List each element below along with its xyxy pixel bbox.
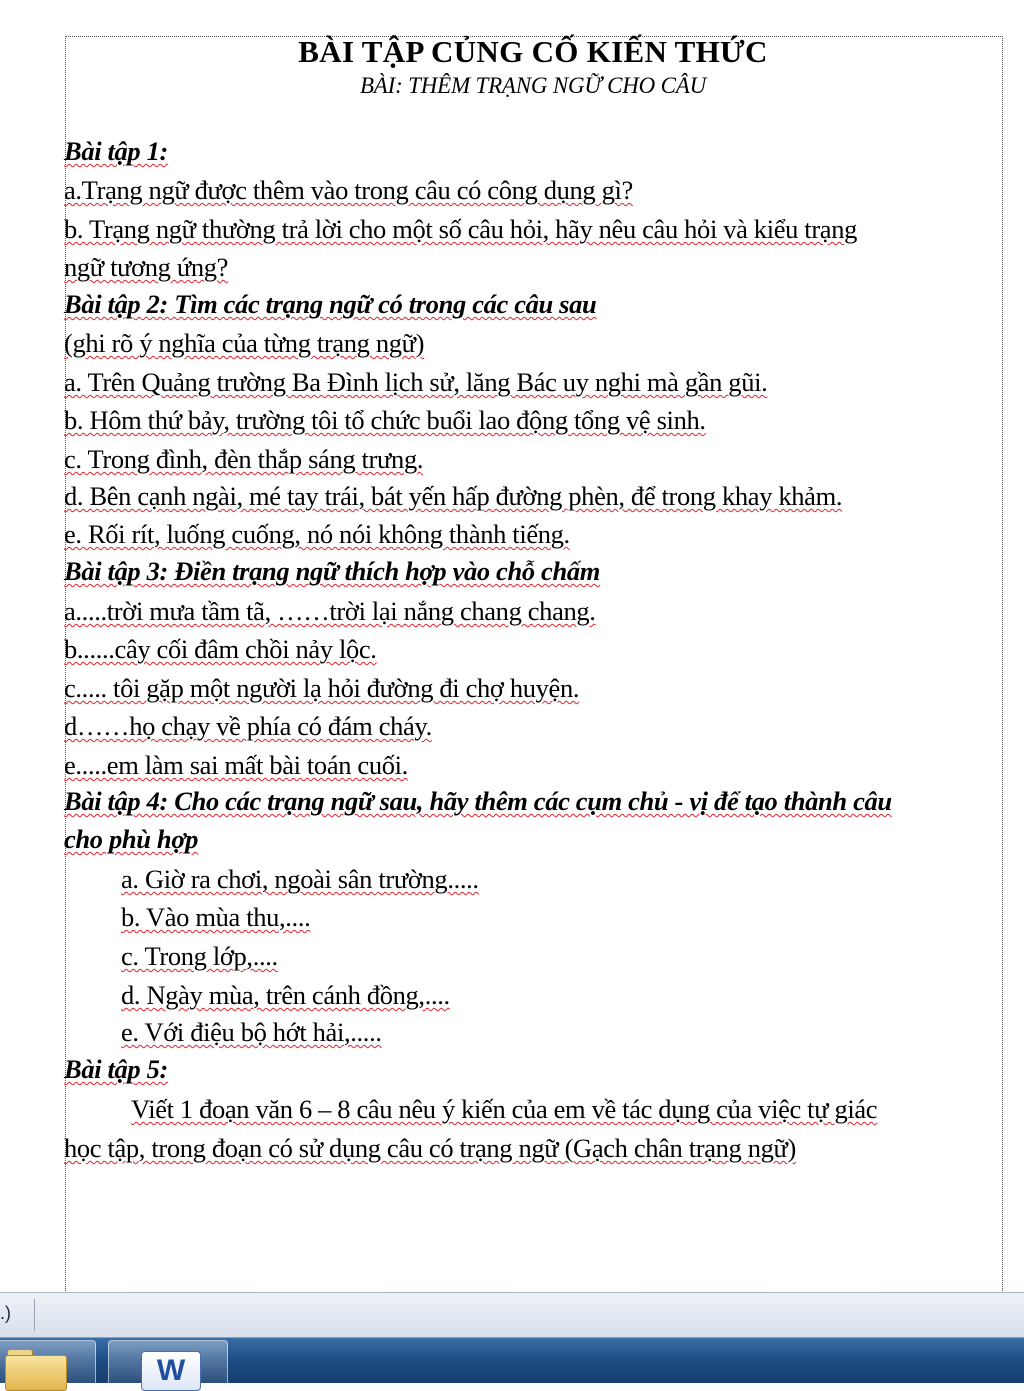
exercise-3-line: e.....em làm sai mất bài toán cuối. bbox=[64, 750, 408, 780]
exercise-4-heading: Bài tập 4: Cho các trạng ngữ sau, hãy thêm các cụm chủ - vị để tạo thành câu bbox=[64, 786, 892, 816]
status-separator bbox=[34, 1299, 35, 1331]
exercise-2-line: c. Trong đình, đèn thắp sáng trưng. bbox=[64, 444, 424, 474]
exercise-2-line: d. Bên cạnh ngài, mé tay trái, bát yến hấp đường phèn, để trong khay khảm. bbox=[64, 481, 843, 511]
taskbar-explorer-button[interactable] bbox=[0, 1340, 96, 1386]
exercise-3-line: a.....trời mưa tầm tã, ……trời lại nắng chang chang. bbox=[64, 596, 596, 626]
taskbar-word-button[interactable] bbox=[108, 1340, 228, 1386]
exercise-1-line: b. Trạng ngữ thường trả lời cho một số câu hỏi, hãy nêu câu hỏi và kiểu trạng bbox=[64, 214, 858, 244]
exercise-2-heading: Bài tập 2: Tìm các trạng ngữ có trong các câu sau bbox=[64, 289, 597, 319]
exercise-3-line: d……họ chạy về phía có đám cháy. bbox=[64, 711, 432, 741]
exercise-4-item: c. Trong lớp,.... bbox=[121, 941, 278, 971]
exercise-1-line: ngữ tương ứng? bbox=[64, 252, 229, 282]
exercise-5-heading: Bài tập 5: bbox=[64, 1054, 168, 1084]
exercise-4-item: a. Giờ ra chơi, ngoài sân trường..... bbox=[121, 864, 479, 894]
exercise-2-line: e. Rối rít, luống cuống, nó nói không thành tiếng. bbox=[64, 519, 570, 549]
taskbar bbox=[0, 1337, 1024, 1387]
exercise-2-line: a. Trên Quảng trường Ba Đình lịch sử, lăng Bác uy nghi mà gần gũi. bbox=[64, 367, 768, 397]
exercise-5-line: Viết 1 đoạn văn 6 – 8 câu nêu ý kiến của em về tác dụng của việc tự giác bbox=[131, 1094, 878, 1124]
status-bar bbox=[0, 1292, 1024, 1338]
exercise-4-heading-cont: cho phù hợp bbox=[64, 824, 199, 854]
word-icon: W bbox=[141, 1351, 201, 1391]
folder-icon bbox=[5, 1355, 67, 1391]
exercise-4-item: e. Với điệu bộ hớt hải,..... bbox=[121, 1017, 382, 1047]
exercise-5-line: học tập, trong đoạn có sử dụng câu có trạng ngữ (Gạch chân trạng ngữ) bbox=[64, 1133, 796, 1163]
exercise-2-line: (ghi rõ ý nghĩa của từng trạng ngữ) bbox=[64, 328, 425, 358]
exercise-4-item: d. Ngày mùa, trên cánh đồng,.... bbox=[121, 980, 450, 1010]
exercise-2-line: b. Hôm thứ bảy, trường tôi tổ chức buổi lao động tổng vệ sinh. bbox=[64, 405, 706, 435]
status-text: .) bbox=[0, 1303, 11, 1323]
exercise-3-line: b......cây cối đâm chồi nảy lộc. bbox=[64, 634, 377, 664]
exercise-4-item: b. Vào mùa thu,.... bbox=[121, 902, 311, 932]
exercise-1-heading: Bài tập 1: bbox=[64, 136, 168, 166]
exercise-3-line: c..... tôi gặp một người lạ hỏi đường đi chợ huyện. bbox=[64, 673, 580, 703]
document-title: BÀI TẬP CỦNG CỐ KIẾN THỨC bbox=[298, 34, 768, 69]
document-subtitle: BÀI: THÊM TRẠNG NGỮ CHO CÂU bbox=[359, 73, 707, 98]
exercise-1-line: a.Trạng ngữ được thêm vào trong câu có công dụng gì? bbox=[64, 175, 633, 205]
exercise-3-heading: Bài tập 3: Điền trạng ngữ thích hợp vào chỗ chấm bbox=[64, 556, 600, 586]
